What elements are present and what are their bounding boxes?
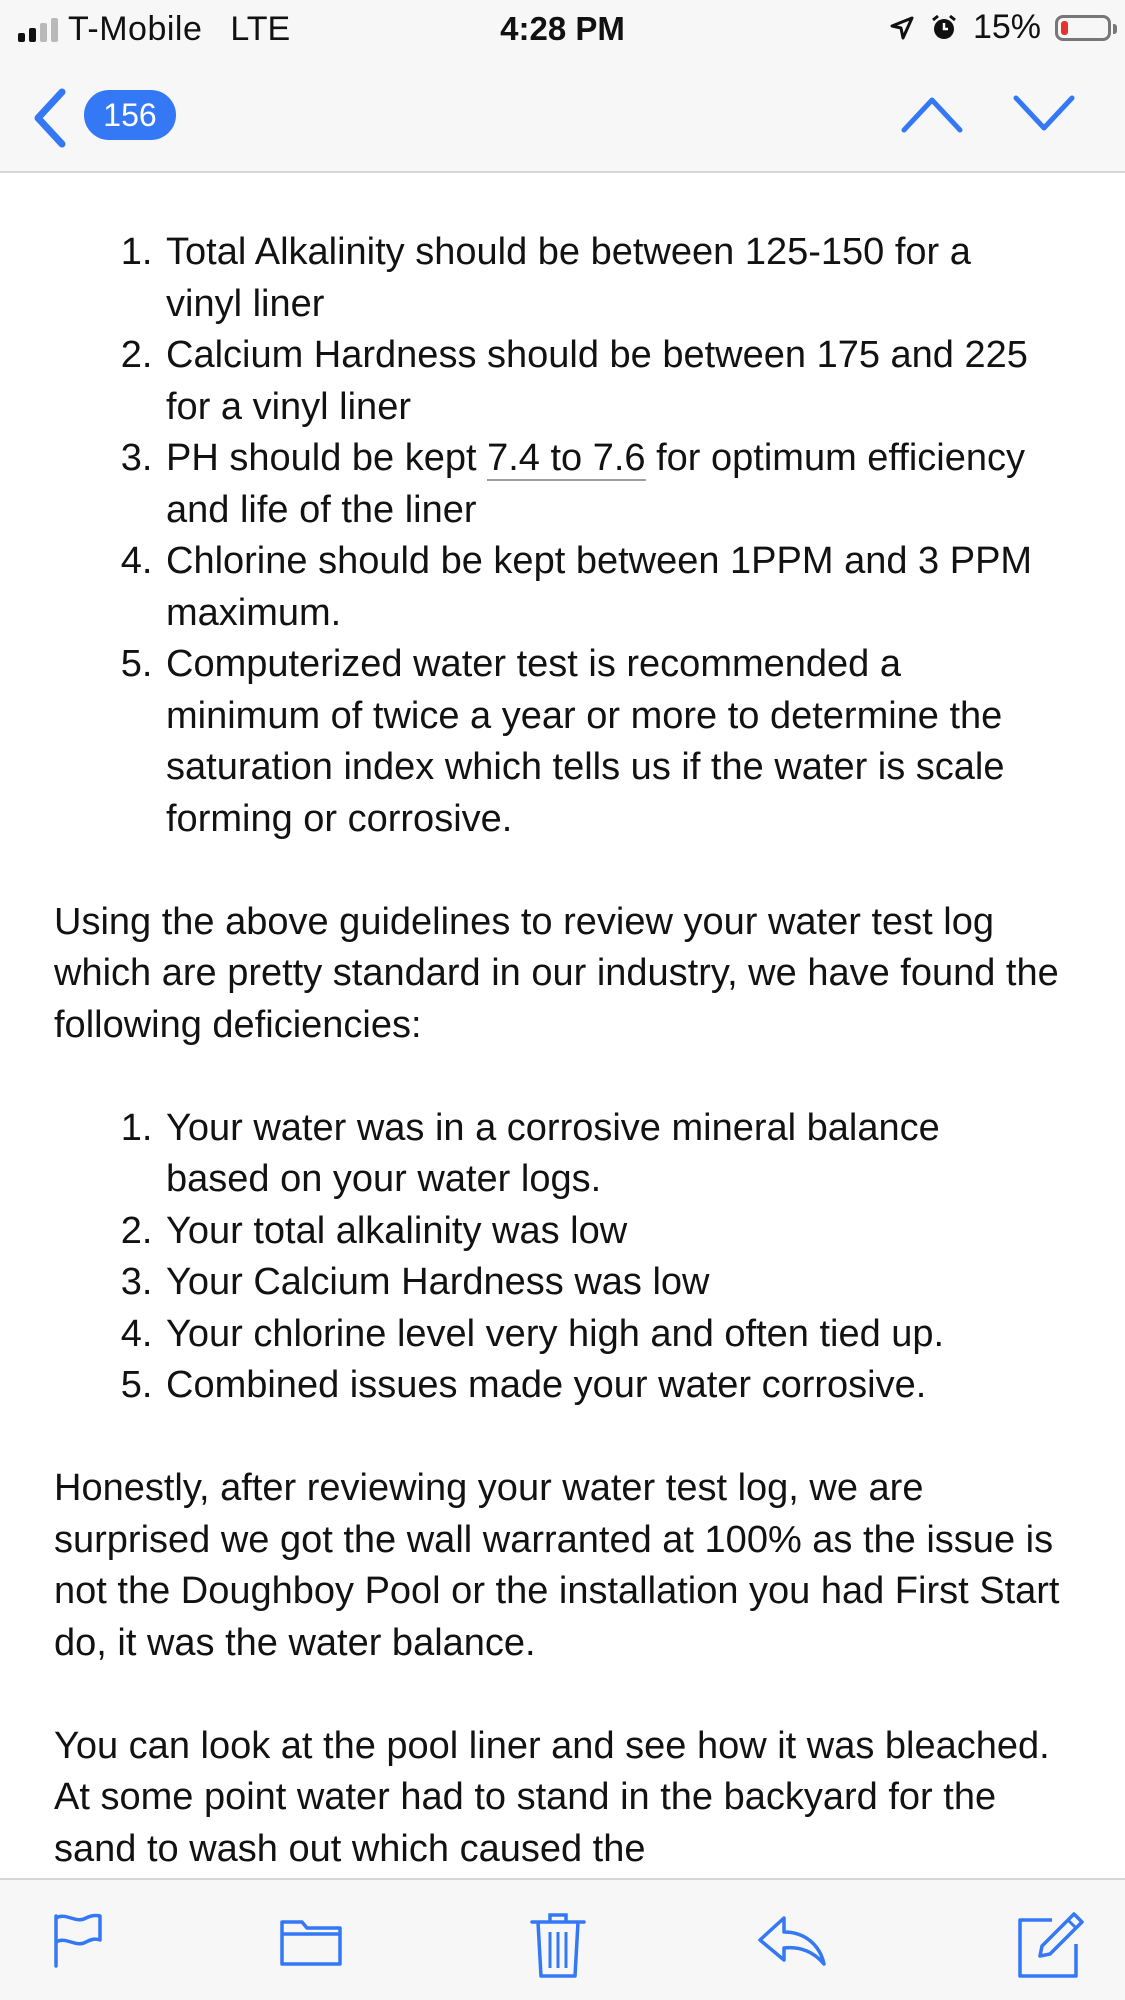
battery-icon	[1055, 15, 1111, 41]
detected-number-link[interactable]: 7.4 to 7.6	[487, 437, 646, 479]
status-time: 4:28 PM	[500, 10, 625, 47]
email-body-scroll[interactable]	[0, 173, 1125, 1878]
battery-percent: 15%	[972, 8, 1041, 46]
folder-icon[interactable]	[278, 1910, 344, 1970]
deficiencies-list	[54, 1103, 1034, 1412]
alarm-clock-icon	[929, 13, 959, 43]
next-message-icon[interactable]	[1012, 94, 1076, 134]
status-right	[889, 8, 1111, 47]
flag-icon[interactable]	[50, 1910, 106, 1970]
compose-icon[interactable]	[1016, 1910, 1086, 1980]
list-item-text: PH should be kept	[166, 437, 488, 479]
list-item: 3. Your Calcium Hardness was low	[163, 1257, 1034, 1309]
email-body	[54, 227, 1084, 1878]
reply-icon[interactable]	[756, 1910, 828, 1970]
message-count-badge[interactable]: 156	[84, 90, 176, 140]
paragraph: Honestly, after reviewing your water test log, we are surprised we got the wall warranted at 100% as the issue is not the Doughboy Pool or the installation you had First Start do, it was the water balance.	[54, 1467, 1060, 1664]
battery-level-fill	[1061, 21, 1068, 35]
mail-navigation-bar	[0, 58, 1125, 173]
list-item: 2. Calcium Hardness should be between 175 and 225 for a vinyl liner	[163, 330, 1034, 433]
network-type: LTE	[230, 10, 291, 48]
list-item: 1. Total Alkalinity should be between 125-150 for a vinyl liner	[163, 227, 1034, 330]
status-bar	[0, 0, 1125, 58]
list-item: 4. Chlorine should be kept between 1PPM and 3 PPM maximum.	[163, 536, 1034, 639]
mail-toolbar	[0, 1878, 1125, 2000]
list-item	[163, 433, 1034, 536]
paragraph: You can look at the pool liner and see how it was bleached. At some point water had to stand in the backyard for the sand to wash out which caused the	[54, 1724, 1050, 1870]
list-item: 2. Your total alkalinity was low	[163, 1206, 1034, 1258]
list-item: 5. Computerized water test is recommended a minimum of twice a year or more to determine the saturation index which tells us if the water is scale forming or corrosive.	[163, 639, 1034, 845]
paragraph: Using the above guidelines to review your water test log which are pretty standard in our industry, we have found the following deficiencies:	[54, 900, 1059, 1046]
trash-icon[interactable]	[528, 1910, 588, 1982]
guidelines-list	[54, 227, 1034, 845]
carrier-name: T-Mobile	[68, 10, 203, 48]
list-item: 4. Your chlorine level very high and often tied up.	[163, 1309, 1034, 1361]
back-chevron-icon[interactable]	[30, 88, 70, 148]
location-arrow-icon	[889, 15, 915, 41]
list-item: 5. Combined issues made your water corrosive.	[163, 1360, 1034, 1412]
list-item-text: for optimum efficiency and life of the liner	[166, 437, 1026, 531]
previous-message-icon[interactable]	[900, 94, 964, 134]
list-item: 1. Your water was in a corrosive mineral balance based on your water logs.	[163, 1103, 1034, 1206]
